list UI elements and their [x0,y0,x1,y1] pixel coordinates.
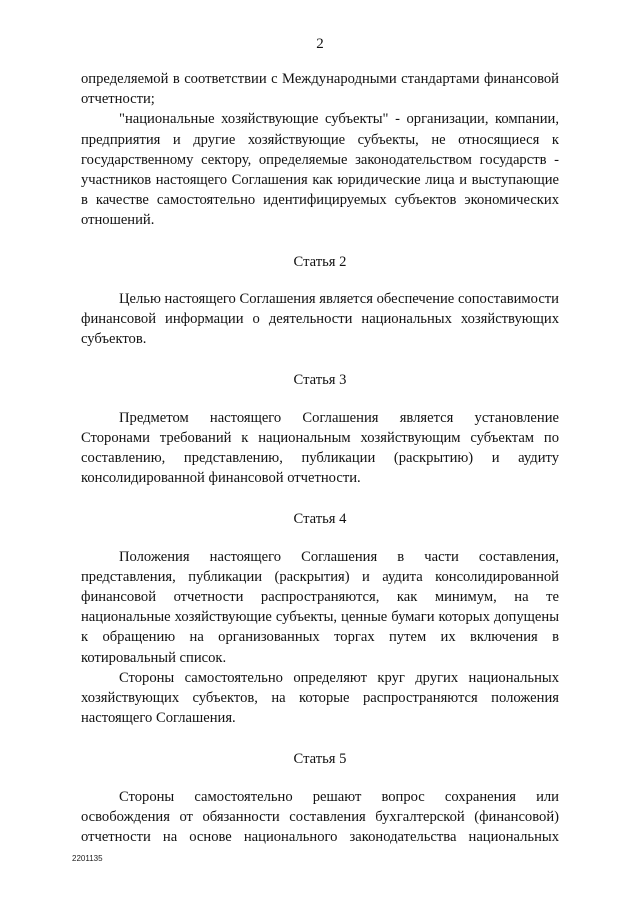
article-4-paragraph-2: Стороны самостоятельно определяют круг других национальных хозяйствующих субъектов, на которые распространяются положения настоящего Соглашения. [81,669,559,727]
article-3-heading: Статья 3 [293,372,347,389]
article-5-heading: Статья 5 [293,751,347,768]
document-body [81,69,559,847]
article-2-paragraph-1: Целью настоящего Соглашения является обеспечение сопоставимости финансовой информации о деятельности национальных хозяйствующих субъектов. [81,290,559,348]
article-5-paragraph-1: Стороны самостоятельно решают вопрос сохранения или освобождения от обязанности составления бухгалтерской (финансовой) отчетности на основе национального законодательства национальных [81,788,559,846]
intro-paragraph-2: "национальные хозяйствующие субъекты" - организации, компании, предприятия и другие хозяйствующие субъекты, не относящиеся к государственному сектору, определяемые законодательством государств - участников настоящего Соглашения как юридические лица и выступающие в качестве самостоятельно идентифицируемых субъектов экономических отношений. [81,111,559,229]
document-code: 2201135 [72,854,103,863]
intro-paragraph-1: определяемой в соответствии с Международными стандартами финансовой отчетности; [81,71,559,108]
article-2-heading: Статья 2 [293,253,347,270]
page-number: 2 [316,36,324,52]
article-4-paragraph-1: Положения настоящего Соглашения в части составления, представления, публикации (раскрытия) и аудита консолидированной финансовой отчетности распространяются, как минимум, на те национальные хозяйствующие субъекты, ценные бумаги которых допущены к обращению на организованных торгах путем их включения в котировальный список. [81,548,559,666]
article-4-heading: Статья 4 [293,511,347,528]
article-3-paragraph-1: Предметом настоящего Соглашения является установление Сторонами требований к национальным хозяйствующим субъектам по составлению, представлению, публикации (раскрытию) и аудиту консолидированной финансовой отчетности. [81,409,559,487]
